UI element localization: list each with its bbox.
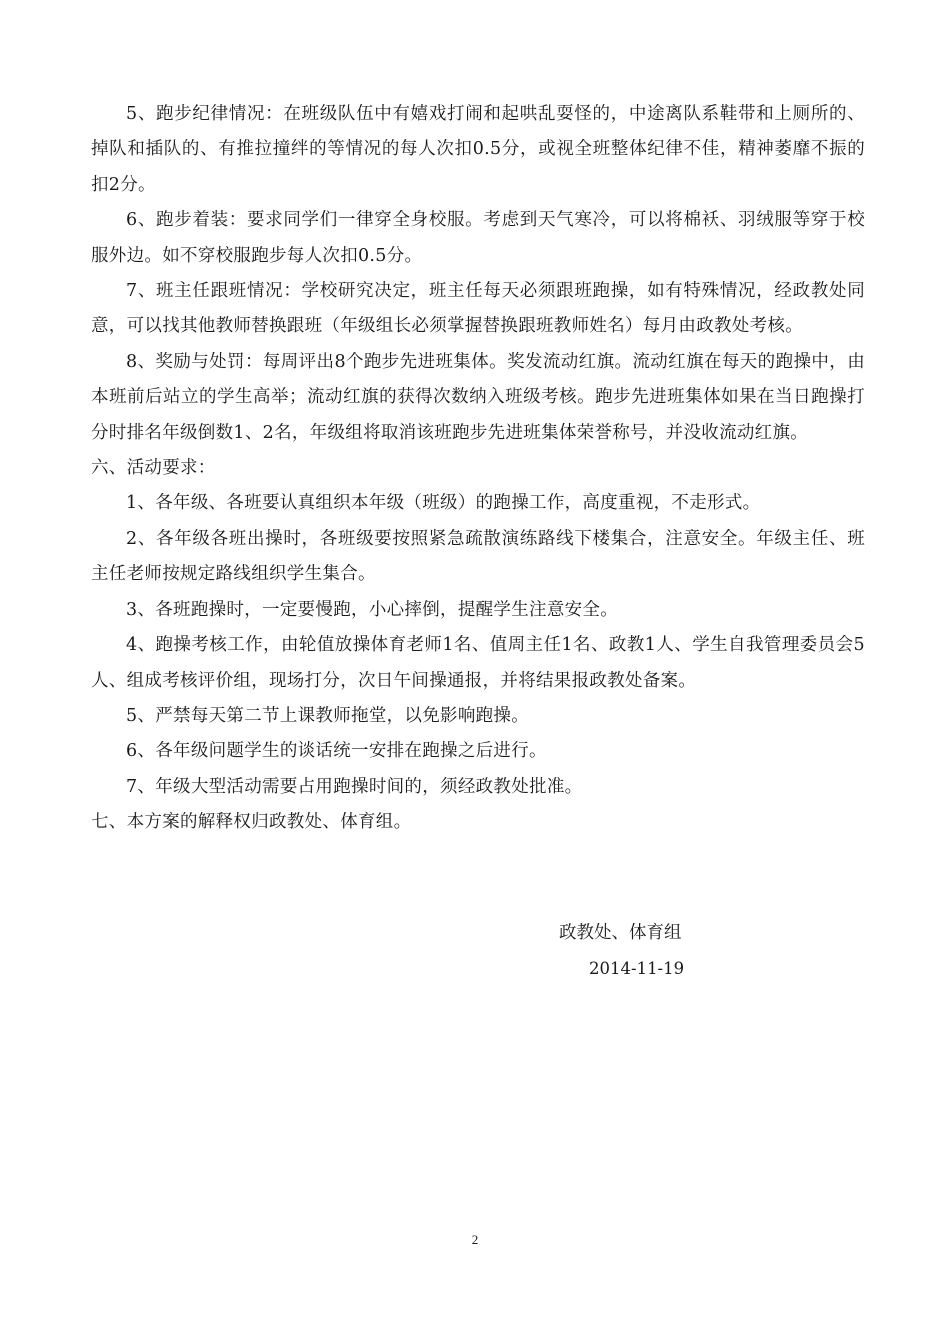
paragraph-rewards-penalties: 8、奖励与处罚：每周评出8个跑步先进班集体。奖发流动红旗。流动红旗在每天的跑操中，由本班前后站立的学生高举；流动红旗的获得次数纳入班级考核。跑步先进班集体如果在当日跑操打分时排名年级倒数1、2名，年级组将取消该班跑步先进班集体荣誉称号，并没收流动红旗。: [91, 351, 865, 443]
page-number: 2: [471, 1232, 479, 1247]
section-heading-activity-requirements: 六、活动要求：: [91, 458, 216, 479]
requirement-item-5: 5、严禁每天第二节上课教师拖堂，以免影响跑操。: [126, 705, 530, 726]
requirement-item-3: 3、各班跑操时，一定要慢跑，小心摔倒，提醒学生注意安全。: [126, 599, 619, 620]
requirement-item-2: 2、各年级各班出操时，各班级要按照紧急疏散演练路线下楼集合，注意安全。年级主任、班主任老师按规定路线组织学生集合。: [91, 528, 865, 585]
signature-department: 政教处、体育组: [559, 923, 682, 943]
paragraph-running-discipline: 5、跑步纪律情况：在班级队伍中有嬉戏打闹和起哄乱耍怪的，中途离队系鞋带和上厕所的、掉队和插队的、有推拉撞绊的等情况的每人次扣0.5分，或视全班整体纪律不佳，精神萎靡不振的扣2分。: [91, 104, 865, 195]
requirement-item-6: 6、各年级问题学生的谈话统一安排在跑操之后进行。: [126, 741, 547, 762]
signature-block: [559, 916, 684, 987]
document-body: [91, 97, 865, 841]
section-heading-interpretation: 七、本方案的解释权归政教处、体育组。: [91, 812, 412, 833]
signature-date: 2014-11-19: [589, 959, 685, 979]
requirement-item-7: 7、年级大型活动需要占用跑操时间的，须经政教处批准。: [126, 776, 583, 797]
paragraph-teacher-accompaniment: 7、班主任跟班情况：学校研究决定，班主任每天必须跟班跑操，如有特殊情况，经政教处同意，可以找其他教师替换跟班（年级组长必须掌握替换跟班教师姓名）每月由政教处考核。: [91, 281, 865, 337]
requirement-item-4: 4、跑操考核工作，由轮值放操体育老师1名、值周主任1名、政教1人、学生自我管理委员会5人、组成考核评价组，现场打分，次日午间操通报，并将结果报政教处备案。: [91, 635, 865, 691]
requirement-item-1: 1、各年级、各班要认真组织本年级（班级）的跑操工作，高度重视，不走形式。: [126, 493, 761, 514]
paragraph-running-attire: 6、跑步着装：要求同学们一律穿全身校服。考虑到天气寒冷，可以将棉袄、羽绒服等穿于校服外边。如不穿校服跑步每人次扣0.5分。: [91, 210, 865, 266]
